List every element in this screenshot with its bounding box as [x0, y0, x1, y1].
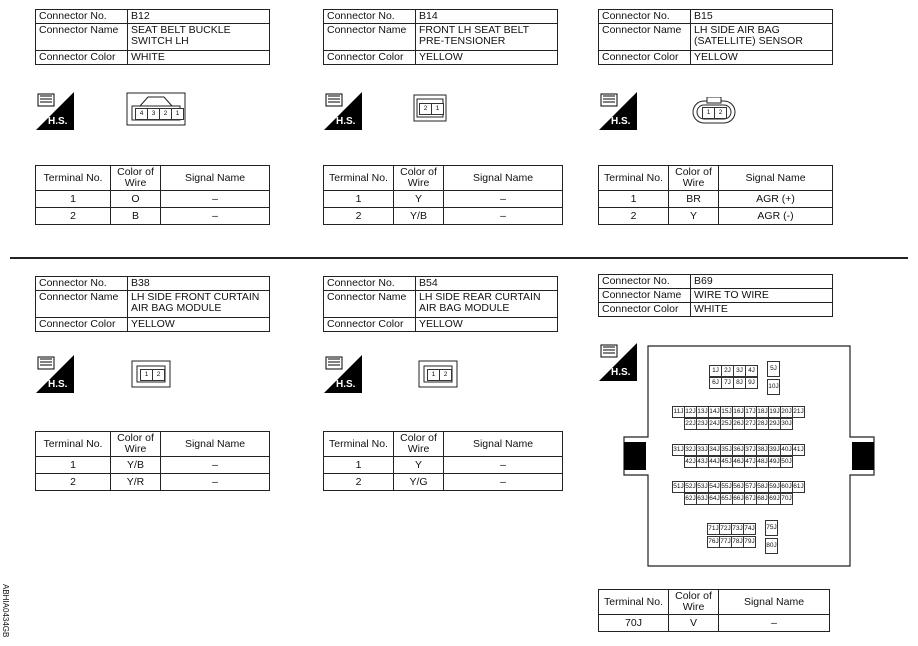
- signal-name: –: [719, 615, 830, 632]
- pin: 40J: [780, 444, 793, 456]
- pin: 2: [159, 108, 172, 120]
- label-connector-name: Connector Name: [599, 289, 691, 303]
- pin: 75J: [765, 520, 778, 536]
- pin: 6J: [709, 377, 722, 389]
- pin: 26J: [732, 418, 745, 430]
- pin: 58J: [756, 481, 769, 493]
- pin: 78J: [731, 536, 744, 548]
- header-signal-name: Signal Name: [719, 166, 833, 191]
- pin: 18J: [756, 406, 769, 418]
- header-signal-name: Signal Name: [444, 166, 563, 191]
- label-connector-color: Connector Color: [324, 51, 416, 65]
- wire-color: Y: [669, 208, 719, 225]
- connector-no: B38: [128, 277, 270, 291]
- connector-face-b69: [622, 345, 876, 567]
- pin: 73J: [731, 523, 744, 535]
- pin: 33J: [696, 444, 709, 456]
- connector-face-b38: [131, 360, 171, 391]
- table-row: [36, 208, 270, 225]
- connector-no: B14: [416, 10, 558, 24]
- connector-color: YELLOW: [691, 51, 833, 65]
- connector-name: LH SIDE REAR CURTAIN AIR BAG MODULE: [416, 291, 558, 318]
- hs-label: H.S.: [48, 379, 68, 390]
- pin: 35J: [720, 444, 733, 456]
- pin: 11J: [672, 406, 685, 418]
- connector-info-b54: [323, 276, 558, 332]
- pin: 1: [140, 369, 153, 381]
- terminal-table-b12: [35, 165, 270, 225]
- header-signal-name: Signal Name: [719, 590, 830, 615]
- pin: 77J: [719, 536, 732, 548]
- label-connector-name: Connector Name: [36, 24, 128, 51]
- pin: 9J: [745, 377, 758, 389]
- pin: 37J: [744, 444, 757, 456]
- hs-label: H.S.: [611, 116, 631, 127]
- wire-color: Y/B: [394, 208, 444, 225]
- terminal-no: 1: [599, 191, 669, 208]
- pin: 34J: [708, 444, 721, 456]
- pin: 8J: [733, 377, 746, 389]
- signal-name: AGR (+): [719, 191, 833, 208]
- hs-label: H.S.: [48, 116, 68, 127]
- pin: 71J: [707, 523, 720, 535]
- table-row: [324, 191, 563, 208]
- pin: 55J: [720, 481, 733, 493]
- pin: 1: [702, 107, 715, 119]
- table-row: [599, 191, 833, 208]
- hs-label: H.S.: [611, 367, 631, 378]
- pin: 1: [431, 103, 444, 115]
- label-connector-name: Connector Name: [324, 24, 416, 51]
- hs-icon: [36, 92, 74, 133]
- signal-name: –: [444, 457, 563, 474]
- pin: 66J: [732, 493, 745, 505]
- terminal-no: 2: [36, 208, 111, 225]
- pin: 47J: [744, 456, 757, 468]
- connector-color: YELLOW: [128, 318, 270, 332]
- pin: 3J: [733, 365, 746, 377]
- pin: 16J: [732, 406, 745, 418]
- pin: 50J: [780, 456, 793, 468]
- connector-name: SEAT BELT BUCKLE SWITCH LH: [128, 24, 270, 51]
- pin: 42J: [684, 456, 697, 468]
- connector-info-b12: [35, 9, 270, 65]
- connector-color: YELLOW: [416, 318, 558, 332]
- pin: 21J: [792, 406, 805, 418]
- connector-info-b15: [598, 9, 833, 65]
- connector-no: B69: [691, 275, 833, 289]
- label-connector-name: Connector Name: [36, 291, 128, 318]
- wire-color: V: [669, 615, 719, 632]
- wire-color: Y/R: [111, 474, 161, 491]
- pin: 2: [152, 369, 165, 381]
- pin: 2: [419, 103, 432, 115]
- signal-name: –: [161, 191, 270, 208]
- pin: 36J: [732, 444, 745, 456]
- signal-name: –: [444, 191, 563, 208]
- pin: 32J: [684, 444, 697, 456]
- table-row: [36, 457, 270, 474]
- pin: 44J: [708, 456, 721, 468]
- hs-icon: [36, 355, 74, 396]
- terminal-table-b69: [598, 589, 830, 632]
- label-connector-name: Connector Name: [599, 24, 691, 51]
- pin: 20J: [780, 406, 793, 418]
- pin: 2: [714, 107, 727, 119]
- terminal-no: 2: [36, 474, 111, 491]
- label-connector-color: Connector Color: [599, 51, 691, 65]
- signal-name: –: [161, 208, 270, 225]
- pin: 80J: [765, 538, 778, 554]
- label-connector-no: Connector No.: [36, 277, 128, 291]
- header-color-of-wire: Color of Wire: [394, 166, 444, 191]
- wire-color: O: [111, 191, 161, 208]
- signal-name: –: [444, 474, 563, 491]
- label-connector-color: Connector Color: [599, 303, 691, 317]
- table-row: [324, 474, 563, 491]
- terminal-no: 2: [324, 474, 394, 491]
- label-connector-no: Connector No.: [599, 275, 691, 289]
- pin: 53J: [696, 481, 709, 493]
- wire-color: Y/B: [111, 457, 161, 474]
- pin: 1J: [709, 365, 722, 377]
- header-terminal-no: Terminal No.: [36, 166, 111, 191]
- wire-color: Y: [394, 457, 444, 474]
- pin: 41J: [792, 444, 805, 456]
- connector-face-b12: [126, 92, 186, 129]
- wire-color: B: [111, 208, 161, 225]
- label-connector-no: Connector No.: [324, 277, 416, 291]
- hs-label: H.S.: [336, 116, 356, 127]
- header-signal-name: Signal Name: [161, 432, 270, 457]
- pin: 76J: [707, 536, 720, 548]
- connector-no: B54: [416, 277, 558, 291]
- pin: 5J: [767, 361, 780, 377]
- terminal-table-b38: [35, 431, 270, 491]
- table-row: [599, 615, 830, 632]
- pin: 15J: [720, 406, 733, 418]
- header-terminal-no: Terminal No.: [599, 166, 669, 191]
- table-row: [36, 474, 270, 491]
- pin: 25J: [720, 418, 733, 430]
- pin: 67J: [744, 493, 757, 505]
- header-color-of-wire: Color of Wire: [669, 590, 719, 615]
- terminal-no: 1: [324, 457, 394, 474]
- pin: 27J: [744, 418, 757, 430]
- connector-info-b14: [323, 9, 558, 65]
- pin: 3: [147, 108, 160, 120]
- pin: 56J: [732, 481, 745, 493]
- terminal-table-b14: [323, 165, 563, 225]
- header-signal-name: Signal Name: [444, 432, 563, 457]
- pin: 28J: [756, 418, 769, 430]
- connector-name: LH SIDE FRONT CURTAIN AIR BAG MODULE: [128, 291, 270, 318]
- pin: 59J: [768, 481, 781, 493]
- pin: 2J: [721, 365, 734, 377]
- pin: 14J: [708, 406, 721, 418]
- pin: 4: [135, 108, 148, 120]
- figure-code: ABHIA0434GB: [1, 584, 10, 638]
- header-color-of-wire: Color of Wire: [111, 432, 161, 457]
- pin: 49J: [768, 456, 781, 468]
- pin: 60J: [780, 481, 793, 493]
- pin: 48J: [756, 456, 769, 468]
- section-divider: [10, 257, 908, 259]
- connector-name: WIRE TO WIRE: [691, 289, 833, 303]
- pin: 1: [171, 108, 184, 120]
- pin: 13J: [696, 406, 709, 418]
- wire-color: BR: [669, 191, 719, 208]
- b69-pin-field: [622, 345, 876, 567]
- label-connector-color: Connector Color: [36, 318, 128, 332]
- hs-label: H.S.: [336, 379, 356, 390]
- table-row: [324, 457, 563, 474]
- pin: 54J: [708, 481, 721, 493]
- header-terminal-no: Terminal No.: [599, 590, 669, 615]
- connector-color: WHITE: [691, 303, 833, 317]
- header-color-of-wire: Color of Wire: [394, 432, 444, 457]
- pin: 62J: [684, 493, 697, 505]
- connector-face-b14: [413, 94, 447, 125]
- table-row: [599, 208, 833, 225]
- pin: 19J: [768, 406, 781, 418]
- pin: 57J: [744, 481, 757, 493]
- pin: 38J: [756, 444, 769, 456]
- connector-info-b38: [35, 276, 270, 332]
- pin: 23J: [696, 418, 709, 430]
- connector-no: B15: [691, 10, 833, 24]
- pin: 39J: [768, 444, 781, 456]
- terminal-no: 2: [324, 208, 394, 225]
- pin: 22J: [684, 418, 697, 430]
- wire-color: Y/G: [394, 474, 444, 491]
- terminal-no: 70J: [599, 615, 669, 632]
- label-connector-no: Connector No.: [36, 10, 128, 24]
- pin: 45J: [720, 456, 733, 468]
- label-connector-no: Connector No.: [324, 10, 416, 24]
- hs-icon: [599, 92, 637, 133]
- connector-no: B12: [128, 10, 270, 24]
- pin: 4J: [745, 365, 758, 377]
- label-connector-name: Connector Name: [324, 291, 416, 318]
- pin: 68J: [756, 493, 769, 505]
- signal-name: AGR (-): [719, 208, 833, 225]
- pin: 2: [439, 369, 452, 381]
- pin: 51J: [672, 481, 685, 493]
- pin: 46J: [732, 456, 745, 468]
- pin: 64J: [708, 493, 721, 505]
- connector-face-b54: [418, 360, 458, 391]
- pin: 79J: [743, 536, 756, 548]
- pin: 1: [427, 369, 440, 381]
- pin: 72J: [719, 523, 732, 535]
- pin: 52J: [684, 481, 697, 493]
- header-color-of-wire: Color of Wire: [669, 166, 719, 191]
- connector-info-b69: [598, 274, 833, 317]
- pin: 29J: [768, 418, 781, 430]
- pin: 17J: [744, 406, 757, 418]
- pin: 24J: [708, 418, 721, 430]
- terminal-no: 2: [599, 208, 669, 225]
- pin: 43J: [696, 456, 709, 468]
- pin: 63J: [696, 493, 709, 505]
- hs-icon: [324, 92, 362, 133]
- terminal-table-b15: [598, 165, 833, 225]
- pin: 61J: [792, 481, 805, 493]
- connector-name: FRONT LH SEAT BELT PRE-TENSIONER: [416, 24, 558, 51]
- pin: 69J: [768, 493, 781, 505]
- header-terminal-no: Terminal No.: [324, 166, 394, 191]
- signal-name: –: [161, 457, 270, 474]
- terminal-no: 1: [36, 191, 111, 208]
- terminal-no: 1: [36, 457, 111, 474]
- pin: 10J: [767, 379, 780, 395]
- label-connector-no: Connector No.: [599, 10, 691, 24]
- pin: 12J: [684, 406, 697, 418]
- label-connector-color: Connector Color: [324, 318, 416, 332]
- terminal-table-b54: [323, 431, 563, 491]
- hs-icon: [324, 355, 362, 396]
- pin: 7J: [721, 377, 734, 389]
- terminal-no: 1: [324, 191, 394, 208]
- signal-name: –: [161, 474, 270, 491]
- pin: 65J: [720, 493, 733, 505]
- pin: 31J: [672, 444, 685, 456]
- wire-color: Y: [394, 191, 444, 208]
- pin: 30J: [780, 418, 793, 430]
- connector-face-b15: [692, 97, 736, 128]
- connector-name: LH SIDE AIR BAG (SATELLITE) SENSOR: [691, 24, 833, 51]
- table-row: [324, 208, 563, 225]
- header-terminal-no: Terminal No.: [324, 432, 394, 457]
- table-row: [36, 191, 270, 208]
- header-color-of-wire: Color of Wire: [111, 166, 161, 191]
- signal-name: –: [444, 208, 563, 225]
- header-signal-name: Signal Name: [161, 166, 270, 191]
- label-connector-color: Connector Color: [36, 51, 128, 65]
- header-terminal-no: Terminal No.: [36, 432, 111, 457]
- pin: 74J: [743, 523, 756, 535]
- pin: 70J: [780, 493, 793, 505]
- connector-color: WHITE: [128, 51, 270, 65]
- connector-color: YELLOW: [416, 51, 558, 65]
